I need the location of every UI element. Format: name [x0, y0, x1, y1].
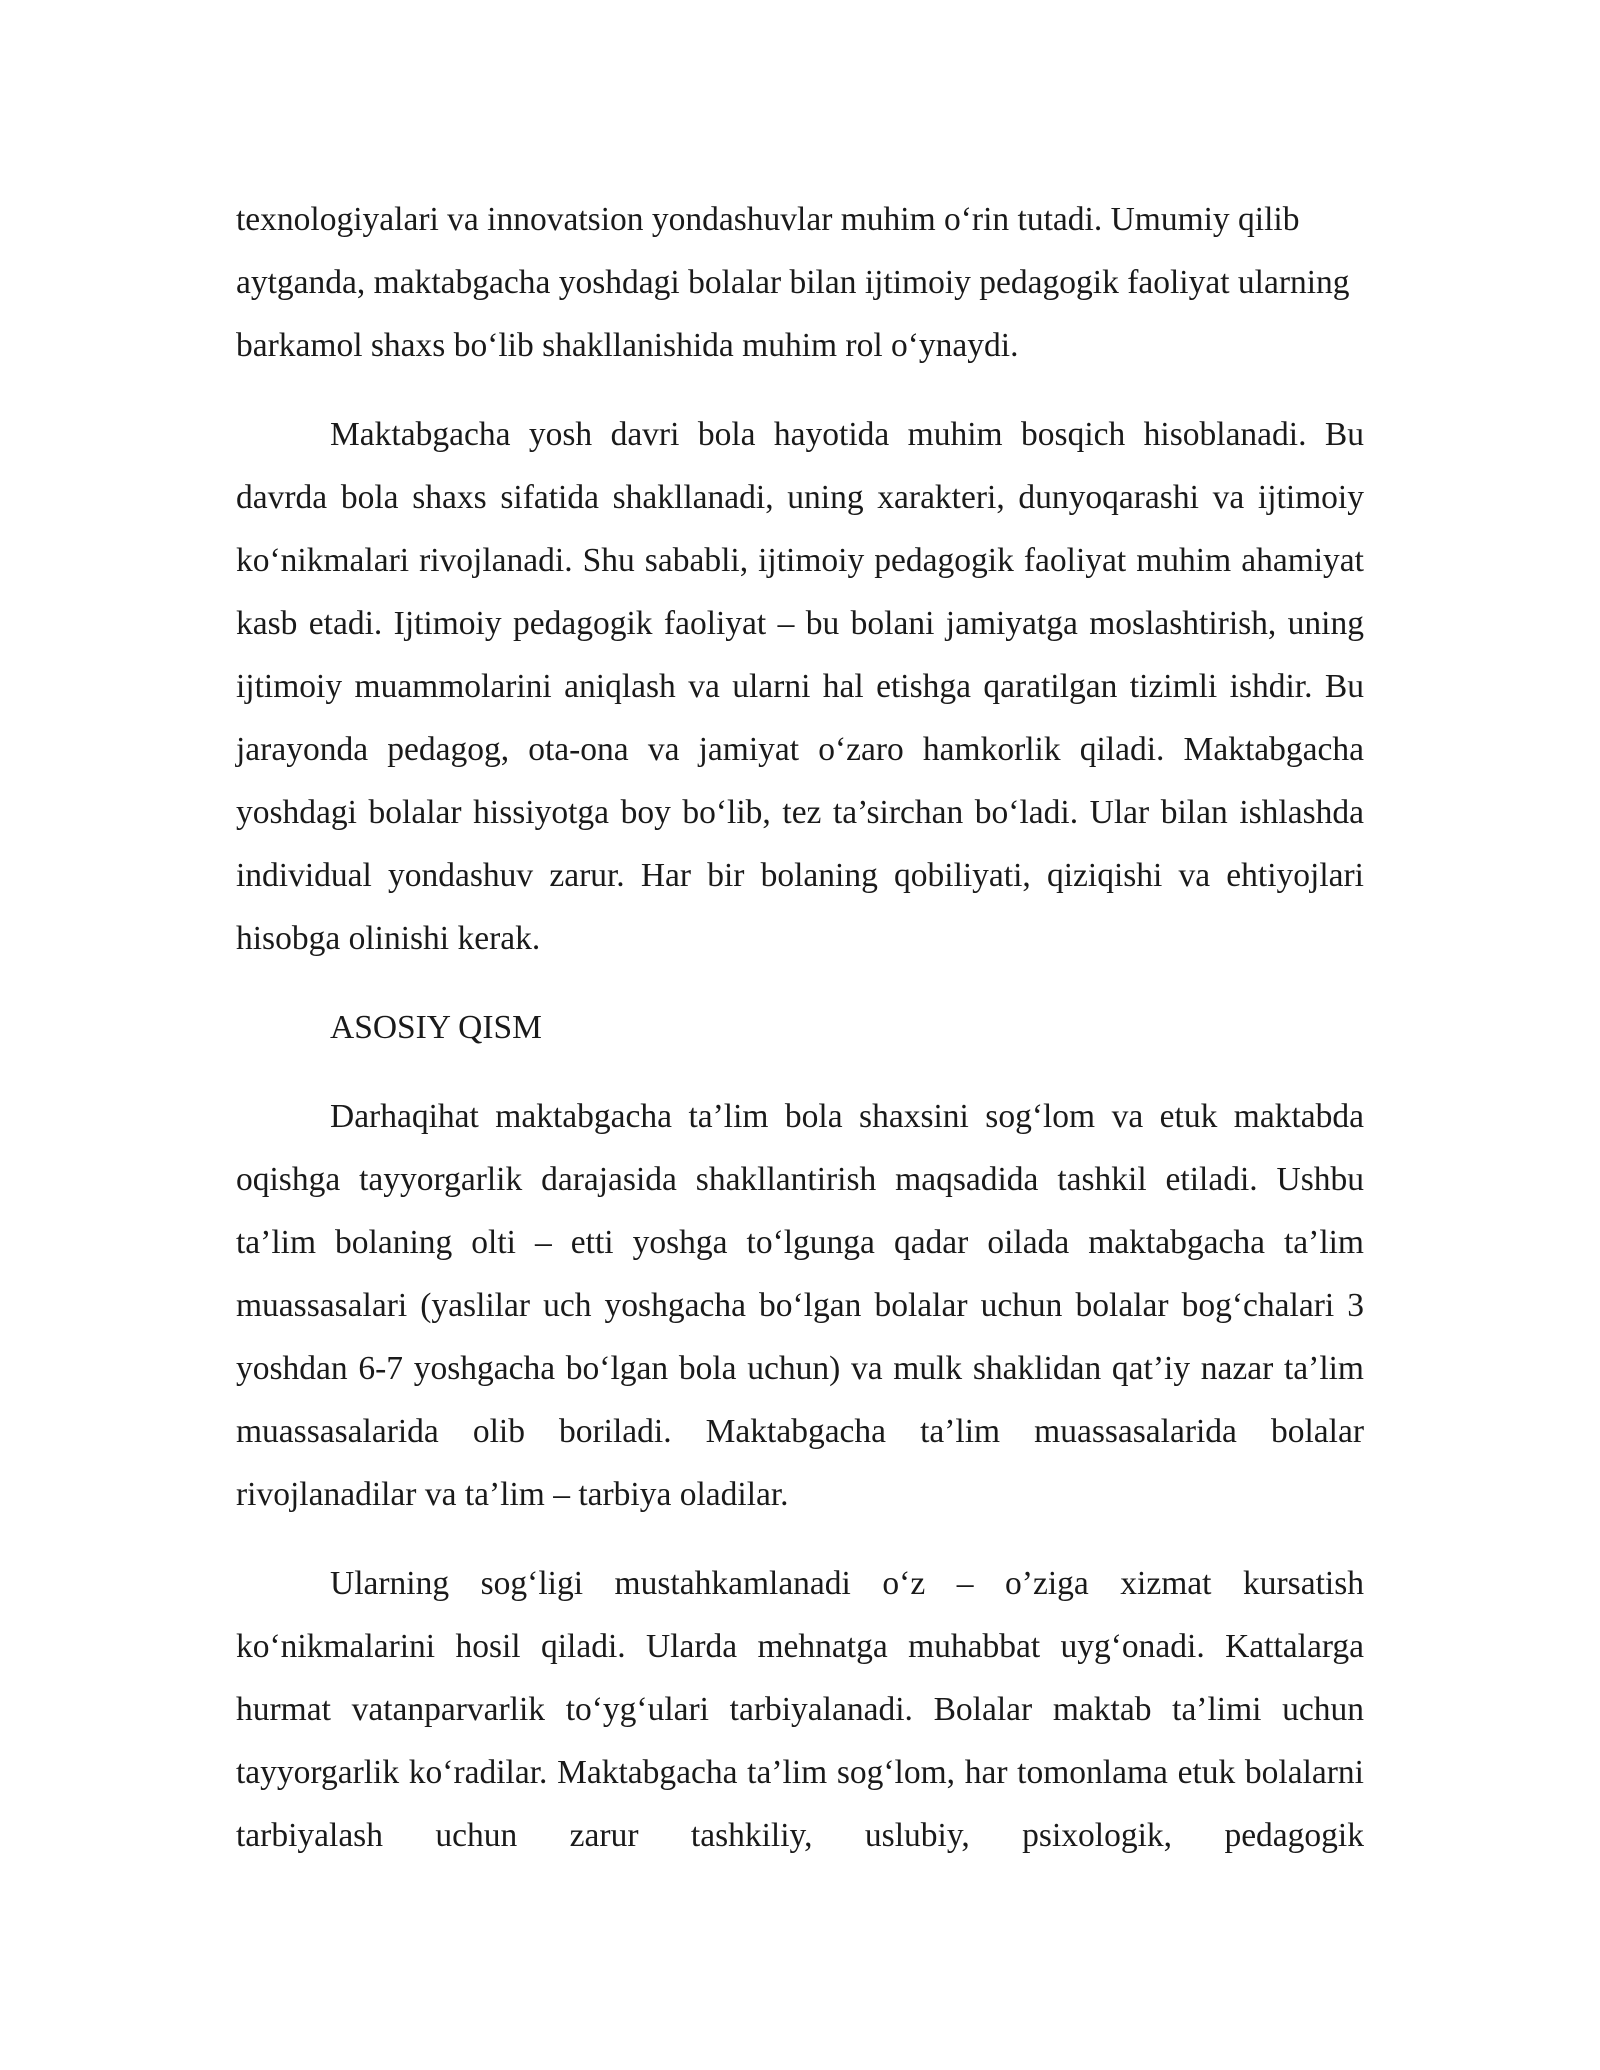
document-page — [236, 188, 1364, 1867]
paragraph-intro-continuation: texnologiyalari va innovatsion yondashuvlar muhim o‘rin tutadi. Umumiy qilib aytganda, maktabgacha yoshdagi bolalar bilan ijtimoiy pedagogik faoliyat ularning barkamol shaxs bo‘lib shakllanishida muhim rol o‘ynaydi. — [236, 201, 1350, 364]
section-heading-main-part: ASOSIY QISM — [330, 1009, 542, 1046]
paragraph-preschool-age: Maktabgacha yosh davri bola hayotida muhim bosqich hisoblanadi. Bu davrda bola shaxs sifatida shakllanadi, uning xarakteri, dunyoqarashi va ijtimoiy ko‘nikmalari rivojlanadi. Shu sababli, ijtimoiy pedagogik faoliyat muhim ahamiyat kasb etadi. Ijtimoiy pedagogik faoliyat – bu bolani jamiyatga moslashtirish, uning ijtimoiy muammolarini aniqlash va ularni hal etishga qaratilgan tizimli ishdir. Bu jarayonda pedagog, ota-ona va jamiyat o‘zaro hamkorlik qiladi. Maktabgacha yoshdagi bolalar hissiyotga boy bo‘lib, tez ta’sirchan bo‘ladi. Ular bilan ishlashda individual yondashuv zarur. Har bir bolaning qobiliyati, qiziqishi va ehtiyojlari hisobga olinishi kerak. — [236, 416, 1364, 957]
paragraph-preschool-education: Darhaqihat maktabgacha ta’lim bola shaxsini sog‘lom va etuk maktabda oqishga tayyorgarlik darajasida shakllantirish maqsadida tashkil etiladi. Ushbu ta’lim bolaning olti – etti yoshga to‘lgunga qadar oilada maktabgacha ta’lim muassasalari (yaslilar uch yoshgacha bo‘lgan bolalar uchun bolalar bog‘chalari 3 yoshdan 6-7 yoshgacha bo‘lgan bola uchun) va mulk shaklidan qat’iy nazar ta’lim muassasalarida olib boriladi. Maktabgacha ta’lim muassasalarida bolalar rivojlanadilar va ta’lim – tarbiya oladilar. — [236, 1098, 1364, 1513]
paragraph-health-skills: Ularning sog‘ligi mustahkamlanadi o‘z – o’ziga xizmat kursatish ko‘nikmalarini hosil qiladi. Ularda mehnatga muhabbat uyg‘onadi. Kattalarga hurmat vatanparvarlik to‘yg‘ulari tarbiyalanadi. Bolalar maktab ta’limi uchun tayyorgarlik ko‘radilar. Maktabgacha ta’lim sog‘lom, har tomonlama etuk bolalarni tarbiyalash uchun zarur tashkiliy, uslubiy, psixologik, pedagogik — [236, 1565, 1364, 1854]
